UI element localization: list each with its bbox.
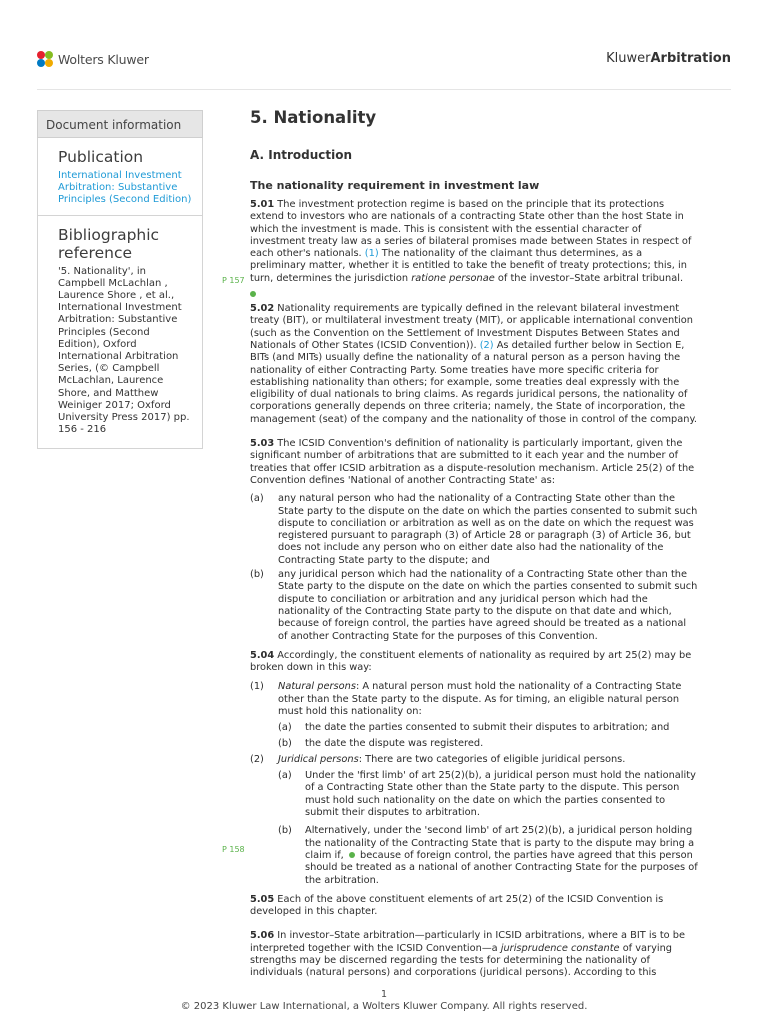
list-item-body: : A natural person must hold the nationality of a Contracting State other than the State party to the dispute. As for timing, an eligible natural person must hold this nationality on: (278, 681, 682, 717)
copyright-notice: © 2023 Kluwer Law International, a Wolters Kluwer Company. All rights reserved. (180, 1001, 588, 1012)
publication-title: Publication (58, 148, 144, 166)
paragraph-text: As detailed further below in Section E, BITs (and MITs) usually define the nationality of a natural person as a person having the nationality of either Contracting Party. Some treaties have more specific criteria for establishing nationality than others; for example, some treaties deal expressly with the eligibility of dual nationals to bring claims. As regards juridical persons, the nationality of corporations generally depends on three criteria; namely, the State of incorporation, the management (seat) of the company and the nationality of those in control of the company. (250, 339, 697, 425)
paragraph-text: Each of the above constituent elements of art 25(2) of the ICSID Convention is developed in this chapter. (250, 893, 664, 918)
sublist-item (278, 738, 698, 750)
page-break-dot-icon (250, 291, 256, 297)
section-heading: A. Introduction (250, 148, 353, 162)
document-information-header: Document information (37, 110, 203, 138)
article-25-2-list (250, 493, 698, 643)
bibliographic-reference-box (37, 216, 203, 450)
page-marker-157: P 157 (222, 276, 245, 285)
paragraph-italic: jurisprudence constante (500, 942, 620, 954)
wolters-kluwer-logo[interactable] (37, 51, 149, 68)
sublist-item-label: (b) (278, 825, 292, 837)
sublist-item-text: the date the parties consented to submit their disputes to arbitration; and (305, 722, 670, 734)
list-item (250, 493, 698, 567)
list-item-body: : There are two categories of eligible juridical persons. (358, 753, 626, 765)
wolters-kluwer-mark-icon (37, 51, 54, 68)
kluwer-arbitration-plain: Kluwer (606, 51, 651, 66)
paragraph-text: of varying strengths may be discerned regarding the tests for determining the nationality of individuals (natural persons) and corporations (juridical persons). According to this (250, 942, 673, 979)
kluwer-arbitration-logo[interactable] (606, 51, 731, 66)
list-item-text: any juridical person which had the nationality of a Contracting State other than the State party to the dispute on the date on which the parties consented to submit such dispute to conciliation or arbitration and any juridical person which had the nationality of the Contracting State party to the dispute on that date and which, because of foreign control, the parties have agreed should be treated as a national of another Contracting State for the purposes of this Convention. (278, 569, 698, 642)
sublist-item (278, 825, 698, 886)
paragraph-text: The investment protection regime is based on the principle that its protections extend to investors who are nationals of a contracting State other than the host State in which the investment is made. This is consistent with the essential character of investment treaty law as a series of bilateral promises made between States in respect of each other's nationals. (250, 199, 692, 260)
paragraph-number: 5.03 (250, 438, 275, 450)
kluwer-arbitration-bold: Arbitration (650, 51, 731, 66)
paragraph-italic: ratione personae (411, 272, 495, 284)
sublist-item-text: Under the 'first limb' of art 25(2)(b), a juridical person must hold the nationality of a Contracting State other than the State party to the dispute. This person must hold such nationality on the date on which the parties consented to submit their disputes to arbitration. (305, 770, 696, 819)
paragraph-text: of the investor–State arbitral tribunal. (494, 272, 684, 284)
list-item-juridical-persons (250, 754, 698, 887)
paragraph-number: 5.05 (250, 893, 275, 905)
paragraph-5-04 (250, 650, 698, 675)
sublist-item-label: (a) (278, 770, 292, 782)
footnote-link-1[interactable]: (1) (364, 248, 379, 260)
list-item-label: (a) (250, 493, 264, 505)
footnote-link-2[interactable]: (2) (479, 339, 494, 351)
list-item-label: (b) (250, 569, 264, 581)
sublist-item-body: Alternatively, under the 'second limb' of art 25(2)(b), a juridical person holding the nationality of the Contracting State that is party to the dispute may bring a claim if, (305, 825, 695, 861)
document-info-sidebar (37, 110, 203, 449)
paragraph-5-06 (250, 930, 698, 979)
list-item-label: (2) (250, 753, 264, 765)
bibliographic-reference-title: Bibliographic reference (58, 225, 160, 262)
paragraph-number: 5.02 (250, 303, 275, 315)
paragraph-number: 5.01 (250, 199, 275, 210)
sublist-item-body: because of foreign control, the parties have agreed that this person should be treated as a national of another Contracting State for the purposes of the arbitration. (305, 849, 698, 886)
paragraph-5-03 (250, 438, 698, 487)
paragraph-number: 5.06 (250, 930, 275, 942)
sublist-item-text: the date the dispute was registered. (305, 737, 484, 749)
sublist-item-label: (a) (278, 722, 292, 734)
paragraph-text: The ICSID Convention's definition of nationality is particularly important, given the significant number of arbitrations that are submitted to it each year and the number of treaties that offer ICSID arbitration as a dispute-resolution mechanism. Article 25(2) of the Convention defines 'National of another Contracting State' as: (250, 438, 695, 486)
wolters-kluwer-name: Wolters Kluwer (58, 52, 149, 67)
list-item-natural-persons (250, 681, 698, 749)
paragraph-5-05 (250, 894, 698, 919)
list-item (250, 569, 698, 643)
paragraph-5-02 (250, 303, 698, 426)
bibliographic-reference-text: '5. Nationality', in Campbell McLachlan , Laurence Shore , et al., International Investment Arbitration: Substantive Principles (Second Edition), Oxford International Arbitration Series, (© Campbell McLachlan, Laurence Shore, and Matthew Weiniger 2017; Oxford University Press 2017) pp. 156 - 216 (58, 265, 190, 436)
paragraph-text: The nationality of the claimant thus determines, as a preliminary matter, whether it is entitled to take the benefit of treaty protections; this, in turn, determines the jurisdiction (250, 248, 687, 284)
sublist-item (278, 770, 698, 819)
list-item-text (278, 681, 698, 718)
list-item-text: any natural person who had the nationality of a Contracting State other than the State party to the dispute on the date on which the parties consented to submit such dispute to conciliation or arbitration as well as on the date on which the request was registered pursuant to paragraph (3) of Article 28 or paragraph (3) of Article 36, but does not include any person who on either date also had the nationality of the Contracting State party to the dispute; and (278, 493, 698, 566)
paragraph-text: Nationality requirements are typically defined in the relevant bilateral investment treaty (BIT), or multilateral investment treaty (MIT), or applicable international convention (such as the Convention on the Settlement of Investment Disputes Between States and Nationals of Other States (ICSID Convention)). (250, 303, 693, 351)
page-marker-158: P 158 (222, 845, 245, 854)
list-item-label: (1) (250, 681, 264, 693)
natural-persons-sublist (278, 722, 698, 750)
chapter-title: 5. Nationality (250, 108, 377, 127)
list-item-text (278, 754, 698, 766)
juridical-persons-sublist (278, 770, 698, 887)
constituent-elements-list (250, 681, 698, 886)
page-number: 1 (380, 989, 388, 1000)
sublist-item (278, 722, 698, 734)
page-break-dot-icon (349, 852, 355, 858)
subsection-heading: The nationality requirement in investment law (250, 179, 540, 192)
chapter-content (250, 108, 698, 992)
list-item-italic: Natural persons (278, 681, 356, 693)
publication-box (37, 138, 203, 216)
header-divider (37, 89, 731, 90)
sublist-item-text (305, 825, 698, 886)
paragraph-text: Accordingly, the constituent elements of nationality as required by art 25(2) may be broken down in this way: (250, 649, 692, 674)
page-header (0, 0, 768, 90)
sublist-item-label: (b) (278, 737, 292, 749)
paragraph-5-01 (250, 199, 698, 285)
publication-link[interactable]: International Investment Arbitration: Substantive Principles (Second Edition) (58, 170, 192, 206)
paragraph-text: In investor–State arbitration—particularly in ICSID arbitrations, where a BIT is to be interpreted together with the ICSID Convention—a (250, 930, 686, 954)
paragraph-number: 5.04 (250, 649, 275, 661)
list-item-italic: Juridical persons (278, 753, 359, 765)
